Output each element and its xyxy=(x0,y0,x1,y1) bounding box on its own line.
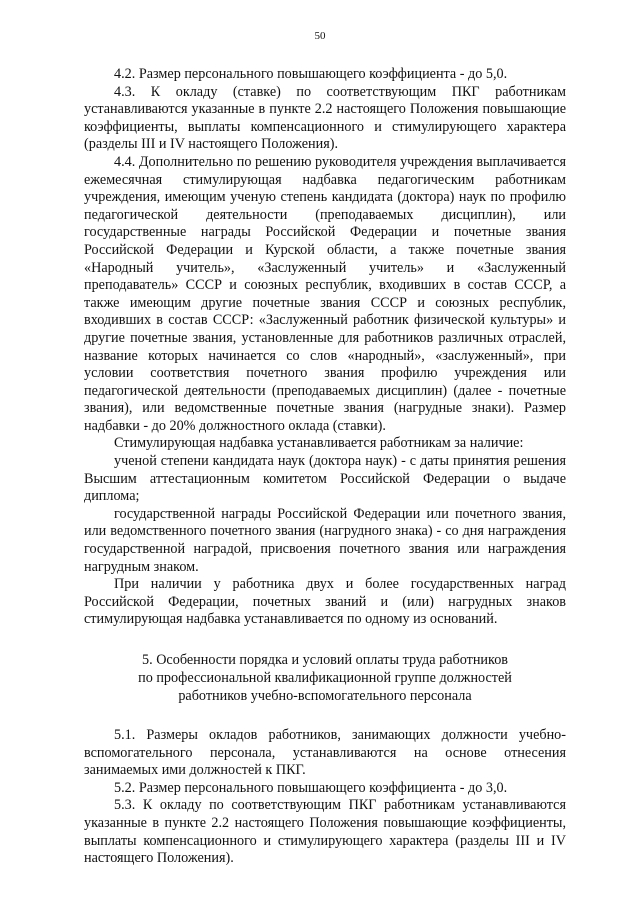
page-number: 50 xyxy=(314,30,326,42)
paragraph-5-1: 5.1. Размеры окладов работников, занимающих должности учебно-вспомогательного персонала, устанавливаются на основе отнесения занимаемых ими должностей к ПКГ. xyxy=(84,727,566,779)
section-5-heading xyxy=(84,651,566,705)
paragraph-state-award: государственной награды Российской Федерации или почетного звания, или ведомственного почетного звания (нагрудного знака) - со дня награждения государственной наградой, присвоения почетного звания или награждения нагрудным знаком. xyxy=(84,505,566,575)
paragraph-5-2: 5.2. Размер персонального повышающего коэффициента - до 3,0. xyxy=(114,779,508,796)
paragraph-academic-degree: ученой степени кандидата наук (доктора наук) - с даты принятия решения Высшим аттестационным комитетом Российской Федерации о выдаче диплома; xyxy=(84,453,566,505)
paragraph-bonus-intro: Стимулирующая надбавка устанавливается работникам за наличие: xyxy=(114,435,524,452)
paragraph-5-3: 5.3. К окладу по соответствующим ПКГ работникам устанавливаются указанные в пункте 2.2 настоящего Положения повышающие коэффициенты, выплаты компенсационного и стимулирующего характера (разделы III и IV настоящего Положения). xyxy=(84,797,566,867)
section-title-line: по профессиональной квалификационной группе должностей xyxy=(138,670,512,686)
paragraph-4-2: 4.2. Размер персонального повышающего коэффициента - до 5,0. xyxy=(114,66,508,82)
paragraph-multiple-awards: При наличии у работника двух и более государственных наград Российской Федерации, почетных званий и (или) нагрудных знаков стимулирующая надбавка устанавливается по одному из оснований. xyxy=(84,576,566,628)
paragraph-4-4: 4.4. Дополнительно по решению руководителя учреждения выплачивается ежемесячная стимулирующая надбавка педагогическим работникам учреждения, имеющим ученую степень кандидата (доктора) наук по профилю педагогической деятельности (преподаваемых дисциплин), или государственные награды Российской Федерации и почетные звания Российской Федерации и Курской области, а также почетные звания «Народный учитель», «Заслуженный учитель» и «Заслуженный преподаватель» СССР и союзных республик, входивших в состав СССР, а также имеющим другие почетные звания СССР и союзных республик, входивших в состав СССР: «Заслуженный работник физической культуры» и другие почетные звания, установленные для работников различных отраслей, название которых начинается со слов «народный», «заслуженный», при условии соответствия почетного звания профилю учреждения или педагогической деятельности (преподаваемых дисциплин) (далее - почетные звания), или ведомственные почетные звания (нагрудные знаки). Размер надбавки - до 20% должностного оклада (ставки). xyxy=(84,153,566,434)
document-body xyxy=(84,66,566,868)
paragraph-4-3: 4.3. К окладу (ставке) по соответствующим ПКГ работникам устанавливаются указанные в пункте 2.2 настоящего Положения повышающие коэффициенты, выплаты компенсационного и стимулирующего характера (разделы III и IV настоящего Положения). xyxy=(84,83,566,153)
section-title-line: 5. Особенности порядка и условий оплаты труда работников xyxy=(142,652,508,668)
section-title-line: работников учебно-вспомогательного персонала xyxy=(178,688,472,704)
